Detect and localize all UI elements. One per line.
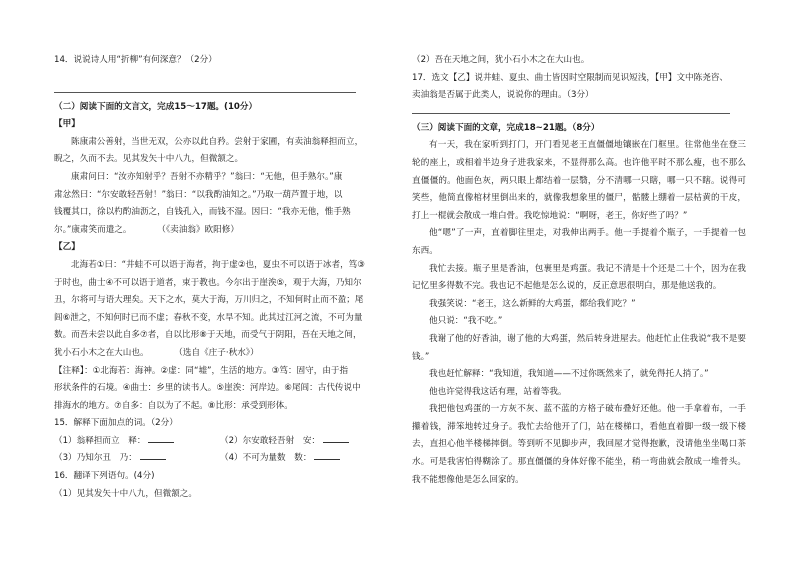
- section-2-title: （二）阅读下面的文言文，完成15～17题。(10分）: [54, 101, 258, 112]
- text-line: 尔。”康肃笑而遣之。 （《卖油翁》欧阳修）: [54, 224, 239, 235]
- paragraph: 我忙去接。瓶子里是香油，包裹里是鸡蛋。我记不清是十个还是二十个，因为在我记忆里多得数不完。我也记不起他是怎么说的，反正意思很明白，那是他送我的。: [412, 263, 746, 292]
- question-16: 16．翻译下列语句。(4分): [54, 471, 155, 482]
- question-17-line: 17．选文【乙】说井蛙、夏虫、曲士皆因时空限制而见识短浅，【甲】文中陈尧咨、: [412, 72, 729, 83]
- text-line: 北海若①曰：“井蛙不可以语于海者，拘于虚②也，夏虫不可以语于冰者，笃③: [71, 259, 365, 270]
- paragraph: 我强笑说：“老王，这么新鲜的大鸡蛋，都给我们吃？”: [429, 298, 636, 309]
- note-line: 形状条件的石境。④曲士：乡里的读书人。⑤崖涘：河岸边。⑥尾闾：古代传说中: [54, 383, 361, 394]
- text-line: 于时也，曲士④不可以语于道者，束于教也。今尔出于崖涘⑤，观于大海，乃知尔: [54, 277, 362, 288]
- section-3-title: （三）阅读下面的文章，完成18~21题。（8分）: [412, 122, 600, 133]
- answer-line: [54, 92, 356, 93]
- question-15: 15．解释下面加点的词。（2分）: [54, 418, 178, 429]
- note-line: 【注释】：①北海若：海神。②虚：同“墟”，生活的地方。③笃：固守，由于指: [54, 365, 349, 376]
- paragraph: 他“嗯”了一声，直着脚往里走，对我伸出两手。他一手提着个瓶子，一手提着一包东西。: [412, 228, 746, 256]
- jia-text: [54, 134, 386, 240]
- q15-item-3: （3）乃知尔丑 乃：: [54, 450, 220, 468]
- yi-text: [54, 257, 386, 363]
- question-14: 14．说说诗人用“折柳”有何深意？（2分）: [54, 55, 217, 65]
- q15-item-2: （2）尔安敢轻吾射 安：: [220, 433, 386, 451]
- question-15-row-1: [54, 433, 386, 451]
- jia-label: 【甲】: [54, 119, 80, 130]
- note-line: 排海水的地方。⑦自多：自以为了不起。⑧比形：承受到形体。: [54, 400, 293, 411]
- paragraph: 他也许觉得我这话有理，站着等我。: [429, 386, 567, 397]
- text-line: 闾⑥泄之，不知何时已而不虚；春秋不变，水旱不知。此其过江河之流，不可为量: [54, 312, 363, 323]
- q15-item-1: （1）翁释担而立 释：: [54, 433, 220, 451]
- text-line: 康肃问曰：“汝亦知射乎？吾射不亦精乎？”翁曰：“无他，但手熟尔。”康: [71, 171, 343, 182]
- question-16-2: （2）吾在天地之间，犹小石小木之在大山也。: [412, 55, 590, 65]
- text-line: 肃忿然曰：“尔安敢轻吾射！”翁曰：“以我酌油知之。”乃取一葫芦置于地，以: [54, 189, 343, 200]
- answer-blank[interactable]: [323, 433, 349, 443]
- right-column: [412, 52, 746, 489]
- answer-blank[interactable]: [140, 450, 166, 460]
- paragraph: 我谢了他的好香油，谢了他的大鸡蛋，然后转身进屋去。他赶忙止住我说“我不是要钱。”: [412, 333, 746, 362]
- text-line: 数。而吾未尝以此自多⑦者，自以比形⑧于天地，而受气于阴阳，吾在天地之间，: [54, 330, 362, 341]
- answer-blank[interactable]: [148, 433, 174, 443]
- answer-line: [412, 113, 730, 114]
- paragraph: 我也赶忙解释：“我知道，我知道——不过你既然来了，就免得托人捎了。”: [429, 369, 709, 380]
- text-line: 犹小石小木之在大山也。 （选自《庄子·秋水》）: [54, 347, 259, 358]
- question-17-line: 卖油翁是否属于此类人，说说你的理由。（3分）: [412, 90, 594, 101]
- yi-label: 【乙】: [54, 242, 80, 253]
- question-15-row-2: [54, 450, 386, 468]
- text-line: 睨之，久而不去。见其发矢十中八九，但微颔之。: [54, 154, 244, 165]
- text-line: 丑，尔将可与语大理矣。天下之水，莫大于海，万川归之，不知何时止而不盈；尾: [54, 295, 364, 306]
- annotations: [54, 363, 386, 416]
- paragraph: 我把他包鸡蛋的一方灰不灰、蓝不蓝的方格子破布叠好还他。他一手拿着布，一手攥着钱，滞笨地转过身子。我忙去给他开了门，站在楼梯口，看他直着脚一级一级下楼去，直担心他半楼梯摔倒。等到听不见脚步声，我回屋才觉得抱歉，没请他坐坐喝口茶水。可是我害怕得糊涂了。那直僵僵的身体好像不能坐，稍一弯曲就会散成一堆骨头。我不能想像他是怎么回家的。: [412, 404, 746, 485]
- answer-blank[interactable]: [314, 450, 340, 460]
- paragraph: 有一天，我在家听到打门，开门看见老王直僵僵地镶嵌在门框里。往常他坐在登三轮的座上，或相着半边身子进我家来，不显得那么高。也许他平时不那么瘦，也不那么直僵僵的。他面色灰，两只眼上都结着一层翳，分不清哪一只瞎，哪一只不瞎。说得可笑些，他简直像棺材里倒出来的，就像我想象里的僵尸，骷髅上绷着一层枯黄的干皮，打上一棍就会散成一堆白骨。我吃惊地说：“啊呀，老王，你好些了吗？”: [412, 140, 746, 221]
- text-line: 钱覆其口，徐以杓酌油沥之，自钱孔入，而钱不湿。因曰：“我亦无他，惟手熟: [54, 207, 351, 218]
- question-16-1: （1）见其发矢十中八九，但微颔之。: [54, 488, 197, 499]
- paragraph: 他只说：“我不吃。”: [429, 316, 503, 327]
- text-line: 陈康肃公善射，当世无双，公亦以此自矜。尝射于家圃，有卖油翁释担而立，: [71, 136, 364, 147]
- left-column: [54, 52, 386, 503]
- q15-item-4: （4）不可为量数 数：: [220, 450, 386, 468]
